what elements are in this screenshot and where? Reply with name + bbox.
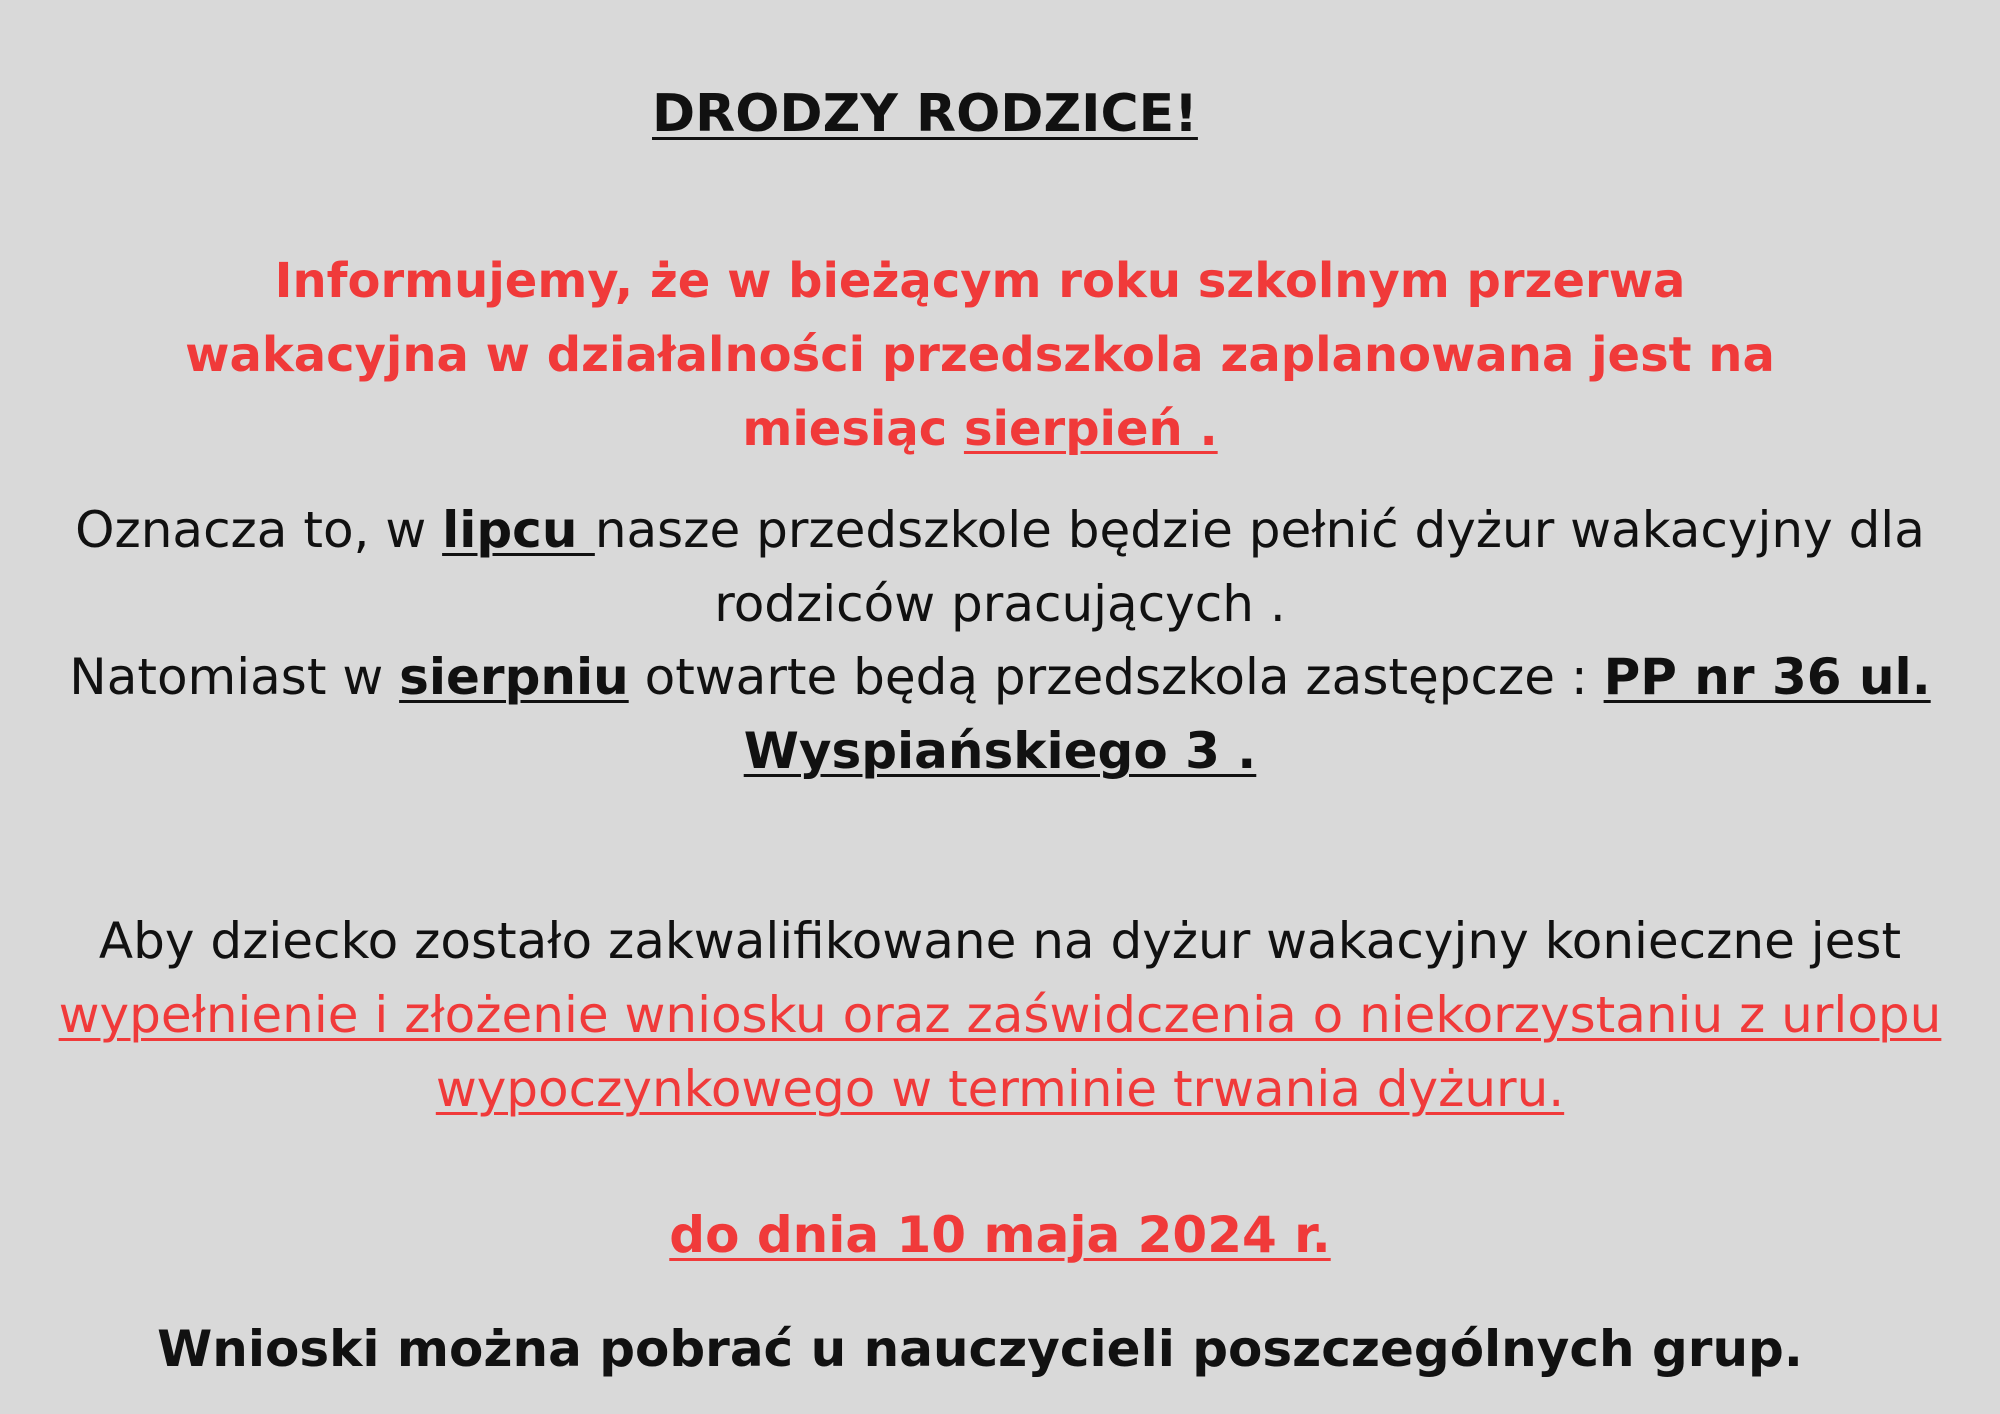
page-heading: DRODZY RODZICE! bbox=[652, 84, 1198, 144]
qualification-line-2: wypełnienie i złożenie wniosku oraz zaświdczenia o niekorzystaniu z urlopu bbox=[58, 986, 1942, 1044]
info-month: sierpień . bbox=[963, 401, 1218, 457]
info-month-prefix: miesiąc bbox=[742, 401, 964, 457]
duty-july: lipcu bbox=[442, 501, 595, 559]
final-note: Wnioski można pobrać u nauczycieli poszczególnych grup. bbox=[157, 1320, 1803, 1378]
duty-address: Wyspiańskiego 3 . bbox=[743, 722, 1257, 780]
duty-august: sierpniu bbox=[399, 648, 629, 706]
duty-substitute-school: PP nr 36 ul. bbox=[1603, 648, 1931, 706]
duty-text-a: Oznacza to, w bbox=[75, 501, 443, 559]
duty-line-2: rodziców pracujących . bbox=[714, 575, 1286, 633]
info-line-3 bbox=[0, 401, 1960, 457]
info-line-2: wakacyjna w działalności przedszkola zaplanowana jest na bbox=[185, 327, 1775, 383]
duty-text-natomiast: Natomiast w bbox=[69, 648, 400, 706]
info-line-1: Informujemy, że w bieżącym roku szkolnym przerwa bbox=[274, 253, 1686, 309]
duty-line-3 bbox=[0, 648, 2000, 706]
deadline: do dnia 10 maja 2024 r. bbox=[669, 1206, 1331, 1264]
duty-text-substitute: otwarte będą przedszkola zastępcze : bbox=[628, 648, 1604, 706]
duty-text-c: nasze przedszkole będzie pełnić dyżur wakacyjny dla bbox=[594, 501, 1925, 559]
duty-line-1 bbox=[0, 501, 2000, 559]
qualification-line-3: wypoczynkowego w terminie trwania dyżuru. bbox=[435, 1060, 1565, 1118]
qualification-line-1: Aby dziecko zostało zakwalifikowane na dyżur wakacyjny konieczne jest bbox=[98, 912, 1902, 970]
